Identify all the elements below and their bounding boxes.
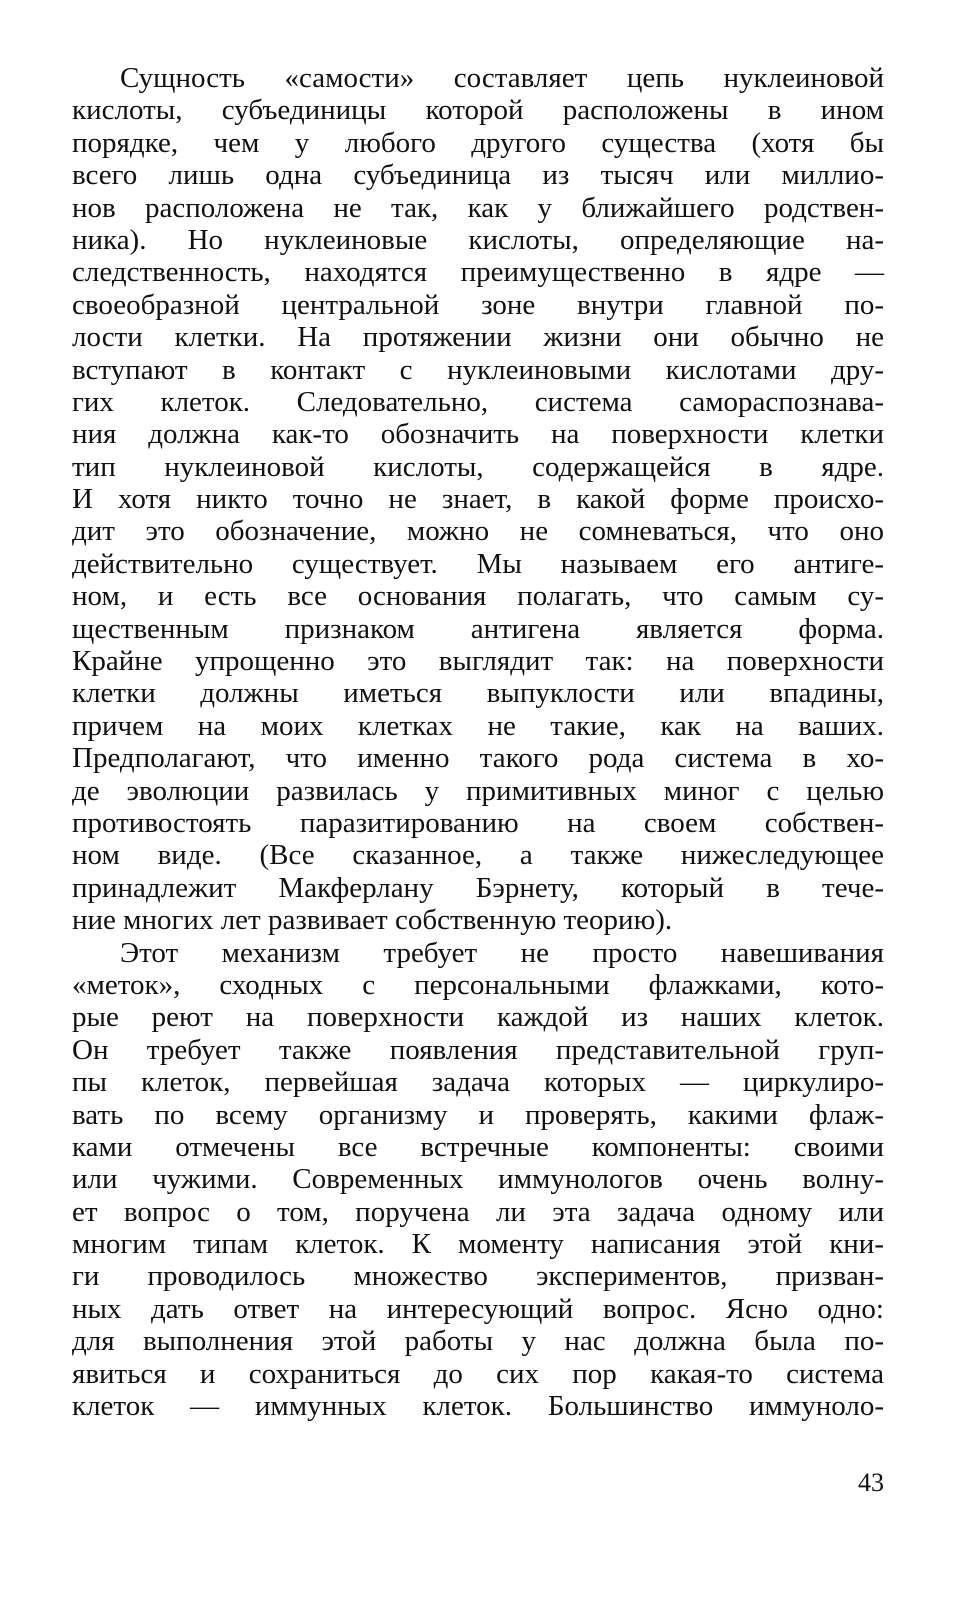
text-line: противостоять паразитированию на своем собствен- [72,806,884,839]
text-line: пы клеток, первейшая задача которых — циркулиро- [72,1066,884,1099]
text-line: клеток — иммунных клеток. Большинство иммуноло- [72,1390,884,1423]
text-line: дит это обозначение, можно не сомневаться, что оно [72,515,884,548]
text-line: или чужими. Современных иммунологов очень волну- [72,1163,884,1196]
page-text [72,62,884,1422]
text-line: лости клетки. На протяжении жизни они обычно не [72,321,884,354]
text-line: нов расположена не так, как у ближайшего родствен- [72,191,884,224]
text-line: щественным признаком антигена является форма. [72,612,884,645]
text-line: для выполнения этой работы у нас должна была по- [72,1325,884,1358]
text-line: принадлежит Макферлану Бэрнету, который в тече- [72,871,884,904]
text-line: вступают в контакт с нуклеиновыми кислотами дру- [72,353,884,386]
text-line: И хотя никто точно не знает, в какой форме происхо- [72,483,884,516]
text-line: ги проводилось множество экспериментов, призван- [72,1260,884,1293]
text-line: ние многих лет развивает собственную теорию). [72,904,673,937]
paragraph-1 [72,62,884,937]
text-line: всего лишь одна субъединица из тысяч или миллио- [72,159,884,192]
text-line: тип нуклеиновой кислоты, содержащейся в ядре. [72,450,884,483]
paragraph-2 [72,937,884,1423]
text-line: ном, и есть все основания полагать, что самым су- [72,580,884,613]
text-line: ет вопрос о том, поручена ли эта задача одному или [72,1195,884,1228]
text-line: ками отмечены все встречные компоненты: своими [72,1130,884,1163]
text-line: Этот механизм требует не просто навешивания [120,936,884,969]
text-line: Он требует также появления представительной груп- [72,1033,884,1066]
text-line: ния должна как-то обозначить на поверхности клетки [72,418,884,451]
text-line: своеобразной центральной зоне внутри главной по- [72,288,884,321]
text-line: ника). Но нуклеиновые кислоты, определяющие на- [72,223,884,256]
text-line: многим типам клеток. К моменту написания этой кни- [72,1228,884,1261]
text-line: вать по всему организму и проверять, какими флаж- [72,1098,884,1131]
text-line: гих клеток. Следовательно, система самораспознава- [72,385,884,418]
text-line: клетки должны иметься выпуклости или впадины, [72,677,884,710]
text-line: ных дать ответ на интересующий вопрос. Ясно одно: [72,1292,884,1325]
text-line: причем на моих клетках не такие, как на ваших. [72,709,884,742]
text-line: явиться и сохраниться до сих пор какая-то система [72,1357,884,1390]
text-line: де эволюции развилась у примитивных миног с целью [72,774,884,807]
text-line: действительно существует. Мы называем его антиге- [72,547,884,580]
text-line: «меток», сходных с персональными флажками, кото- [72,968,884,1001]
text-line: Предполагают, что именно такого рода система в хо- [72,742,884,775]
text-line: рые реют на поверхности каждой из наших клеток. [72,1001,884,1034]
text-line: Крайне упрощенно это выглядит так: на поверхности [72,645,884,678]
text-line: кислоты, субъединицы которой расположены в ином [72,94,884,127]
text-line: ном виде. (Все сказанное, а также нижеследующее [72,839,884,872]
text-line: Сущность «самости» составляет цепь нуклеиновой [120,62,884,94]
text-line: следственность, находятся преимущественно в ядре — [72,256,884,289]
page-number: 43 [858,1468,884,1497]
text-line: порядке, чем у любого другого существа (хотя бы [72,126,884,159]
